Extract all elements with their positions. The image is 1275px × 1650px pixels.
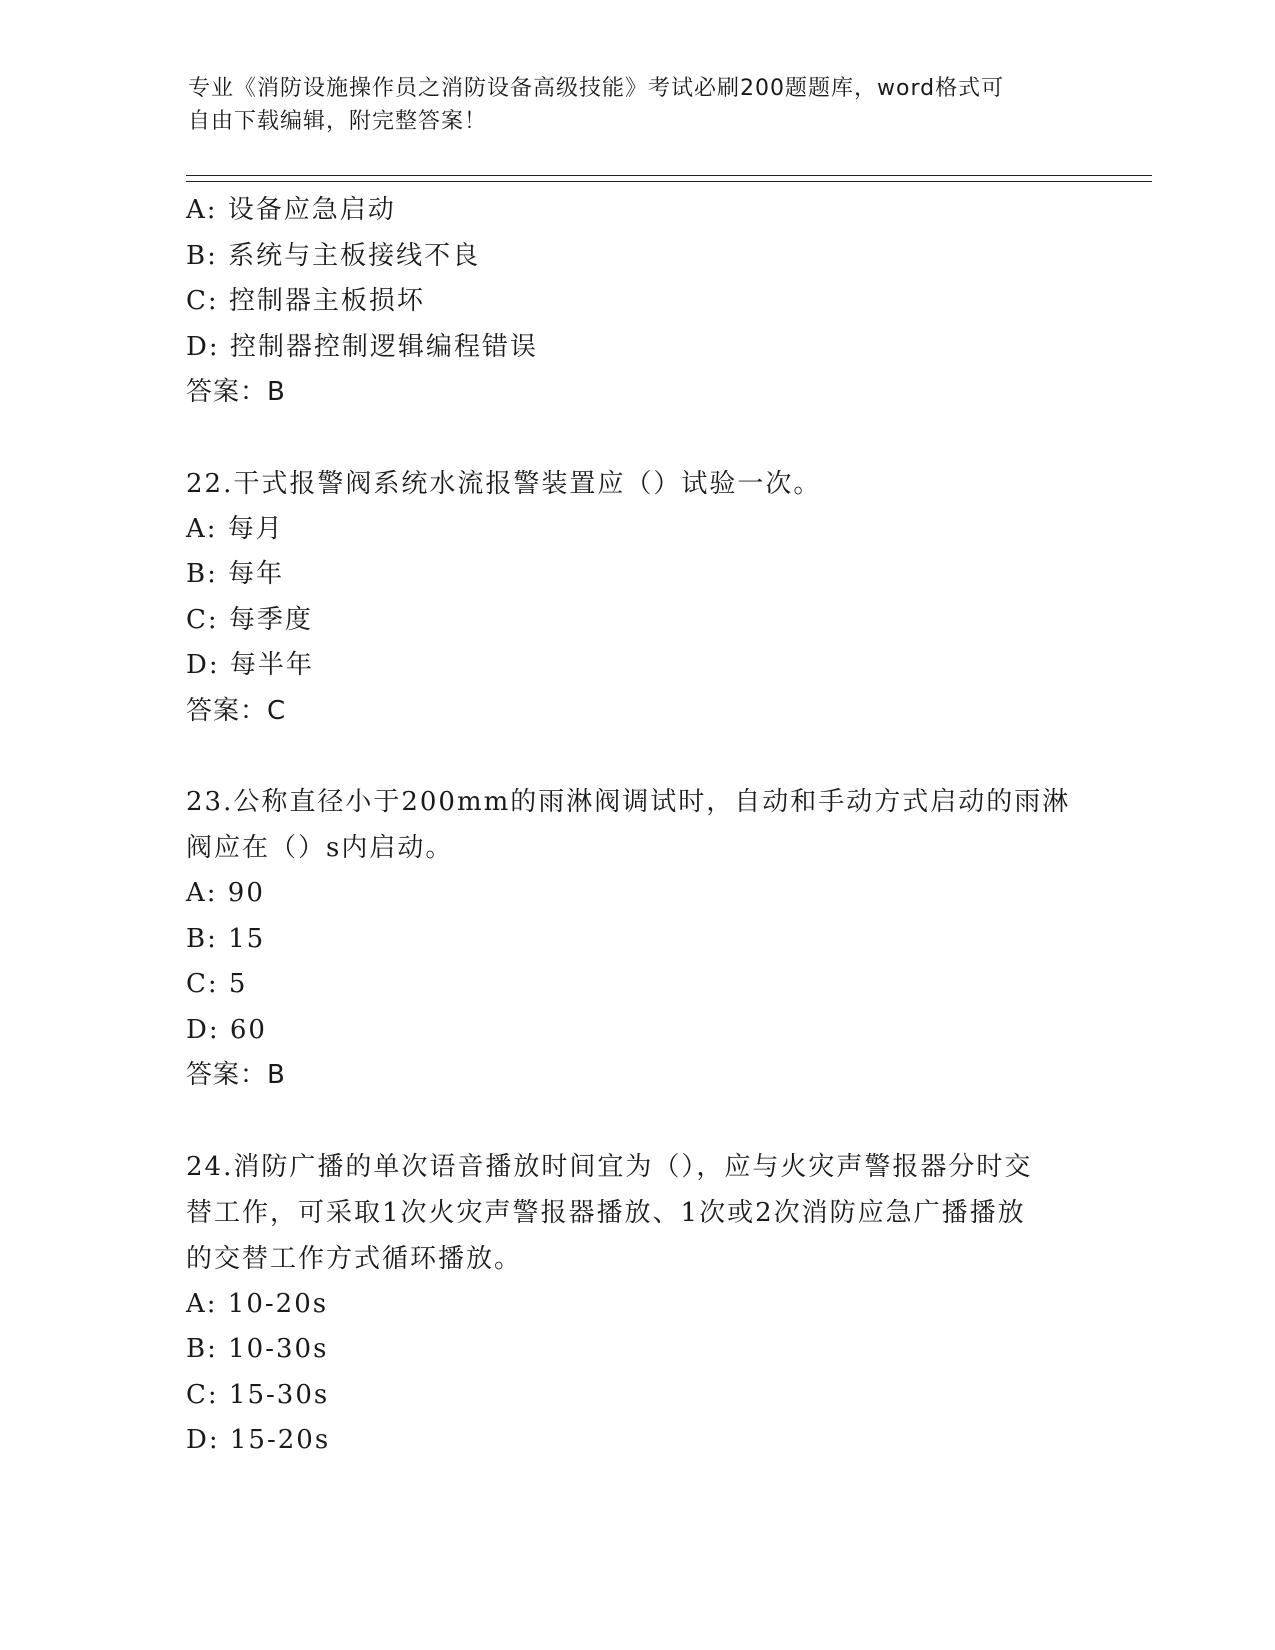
question-stem-line-2: 替工作，可采取1次火灾声警报器播放、1次或2次消防应急广播播放: [186, 1197, 1026, 1228]
question-stem-line-3: 的交替工作方式循环播放。: [186, 1243, 523, 1274]
option-a: A: 90: [186, 878, 265, 908]
option-d: D: 控制器控制逻辑编程错误: [186, 331, 538, 362]
answer: 答案：B: [186, 1060, 286, 1090]
question-stem-line-2: 阀应在（）s内启动。: [186, 833, 454, 863]
question-21: [186, 188, 1086, 416]
answer: 答案：C: [186, 695, 287, 726]
header-divider-bottom: [186, 181, 1152, 182]
option-b: B: 系统与主板接线不良: [186, 240, 481, 271]
option-b: B: 15: [186, 923, 266, 954]
option-b: B: 10-30s: [186, 1334, 329, 1364]
question-content: [186, 188, 1086, 1464]
question-24: [186, 1144, 1086, 1464]
header-line-1: 专业《消防设施操作员之消防设备高级技能》考试必刷200题题库，word格式可: [188, 76, 1005, 101]
question-stem: 22.干式报警阀系统水流报警装置应（）试验一次。: [186, 468, 822, 499]
option-a: A: 每月: [186, 513, 284, 544]
option-c: C: 每季度: [186, 604, 313, 635]
option-d: D: 每半年: [186, 650, 314, 680]
document-header: [188, 72, 1068, 138]
header-divider-top: [186, 175, 1152, 176]
answer: 答案：B: [186, 377, 286, 407]
option-d: D: 60: [186, 1014, 267, 1045]
option-c: C: 5: [186, 969, 248, 999]
option-b: B: 每年: [186, 559, 285, 589]
option-d: D: 15-20s: [186, 1425, 331, 1455]
question-stem-line-1: 24.消防广播的单次语音播放时间宜为（），应与火灾声警报器分时交: [186, 1151, 1033, 1182]
question-stem-line-1: 23.公称直径小于200mm的雨淋阀调试时，自动和手动方式启动的雨淋: [186, 787, 1071, 817]
question-23: [186, 779, 1086, 1099]
option-c: C: 15-30s: [186, 1379, 330, 1410]
header-line-2: 自由下载编辑，附完整答案！: [188, 109, 488, 134]
question-22: [186, 461, 1086, 735]
option-a: A: 设备应急启动: [186, 195, 396, 225]
option-c: C: 控制器主板损坏: [186, 286, 425, 316]
option-a: A: 10-20s: [186, 1288, 329, 1319]
